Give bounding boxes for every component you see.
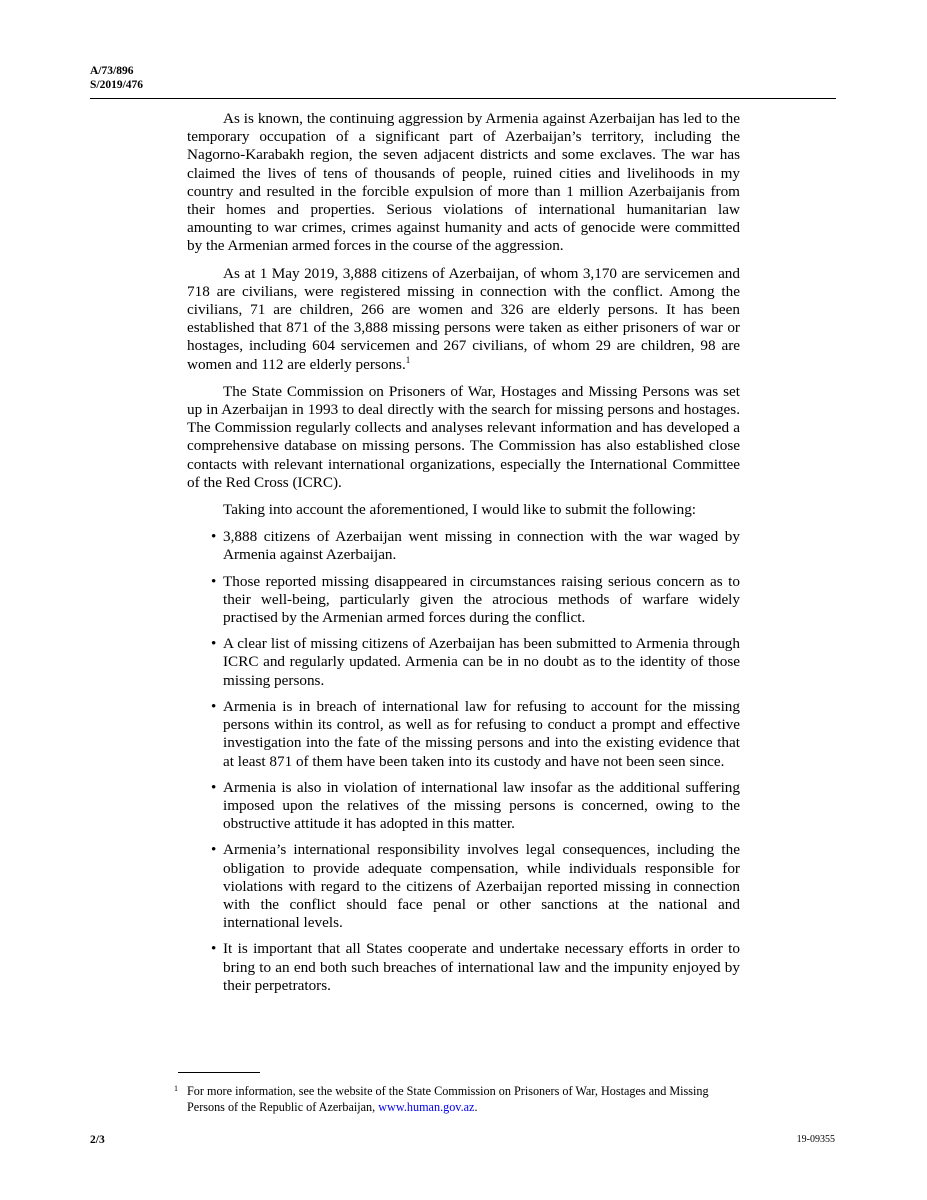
list-item: • 3,888 citizens of Azerbaijan went missing in connection with the war waged by Armenia against Azerbaijan. [211,528,740,564]
page-number: 2/3 [90,1134,105,1146]
bullet-icon: • [211,778,217,796]
header-rule [90,98,836,99]
list-item: • A clear list of missing citizens of Azerbaijan has been submitted to Armenia through ICRC and regularly updated. Armenia can be in no doubt as to the identity of those missing persons. [211,635,740,689]
list-item: • Armenia is also in violation of international law insofar as the additional suffering imposed upon the relatives of the missing persons is concerned, owing to the obstructive attitude it has adopted in this matter. [211,778,740,833]
document-symbol [90,64,143,92]
paragraph: Taking into account the aforementioned, I would like to submit the following: [223,501,697,519]
bullet-icon: • [211,635,217,653]
symbol-council: S/2019/476 [90,79,144,91]
submission-list [187,528,740,995]
symbol-assembly: A/73/896 [90,65,134,77]
bullet-icon: • [211,697,217,715]
paragraph: The State Commission on Prisoners of War, Hostages and Missing Persons was set up in Azerbaijan in 1993 to deal directly with the search for missing persons and hostages. The Commission regularly collects and analyses relevant information and has developed a comprehensive database on missing persons. The Commission has also established close contacts with relevant international organizations, especially the International Committee of the Red Cross (ICRC). [187,382,740,491]
footnote-rule [178,1072,260,1073]
bullet-icon: • [211,940,217,958]
list-item: • Those reported missing disappeared in circumstances raising serious concern as to their well-being, particularly given the atrocious methods of warfare widely practised by the Armenian armed forces during the conflict. [211,572,740,627]
footnote-text: For more information, see the website of the State Commission on Prisoners of War, Hostages and Missing Persons of the Republic of Azerbaijan, [187,1084,709,1114]
footnote: 1 For more information, see the website of the State Commission on Prisoners of War, Hostages and Missing Persons of the Republic of Azerbaijan, www.human.gov.az. [187,1083,740,1115]
list-item: • Armenia is in breach of international law for refusing to account for the missing persons within its control, as well as for refusing to conduct a prompt and effective investigation into the fate of the missing persons and into the existing evidence that at least 871 of them have been taken into its custody and have not been seen since. [211,697,740,770]
list-item: • Armenia’s international responsibility involves legal consequences, including the obligation to provide adequate compensation, while individuals responsible for violations with regard to the citizens of Azerbaijan reported missing in connection with the conflict should face penal or other sanctions at the national and international levels. [211,841,740,932]
letter-body [187,110,740,1003]
bullet-icon: • [211,841,217,859]
bullet-icon: • [211,528,217,546]
footnote-link[interactable]: www.human.gov.az [378,1100,475,1114]
list-item: • It is important that all States cooperate and undertake necessary efforts in order to bring to an end both such breaches of international law and the impunity enjoyed by their perpetrators. [211,940,740,994]
paragraph: As at 1 May 2019, 3,888 citizens of Azerbaijan, of whom 3,170 are servicemen and 718 are civilians, were registered missing in connection with the conflict. Among the civilians, 71 are children, 266 are women and 326 are elderly persons. It has been established that 871 of the 3,888 missing persons were taken as either prisoners of war or hostages, including 604 servicemen and 267 civilians, of whom 29 are children, 98 are women and 112 are elderly persons.$^1$ [187,264,740,373]
footnote-reference: 1 [405,354,411,365]
footnote-marker: 1 [174,1084,178,1093]
job-number: 19-09355 [796,1134,835,1145]
paragraph: As is known, the continuing aggression by Armenia against Azerbaijan has led to the temporary occupation of a significant part of Azerbaijan’s territory, including the Nagorno-Karabakh region, the seven adjacent districts and some exclaves. The war has claimed the lives of tens of thousands of people, ruined cities and livelihoods in my country and resulted in the forcible expulsion of more than 1 million Azerbaijanis from their homes and properties. Serious violations of international humanitarian law amounting to war crimes, crimes against humanity and acts of genocide were committed by the Armenian armed forces in the course of the aggression. [187,110,740,255]
bullet-icon: • [211,572,217,590]
